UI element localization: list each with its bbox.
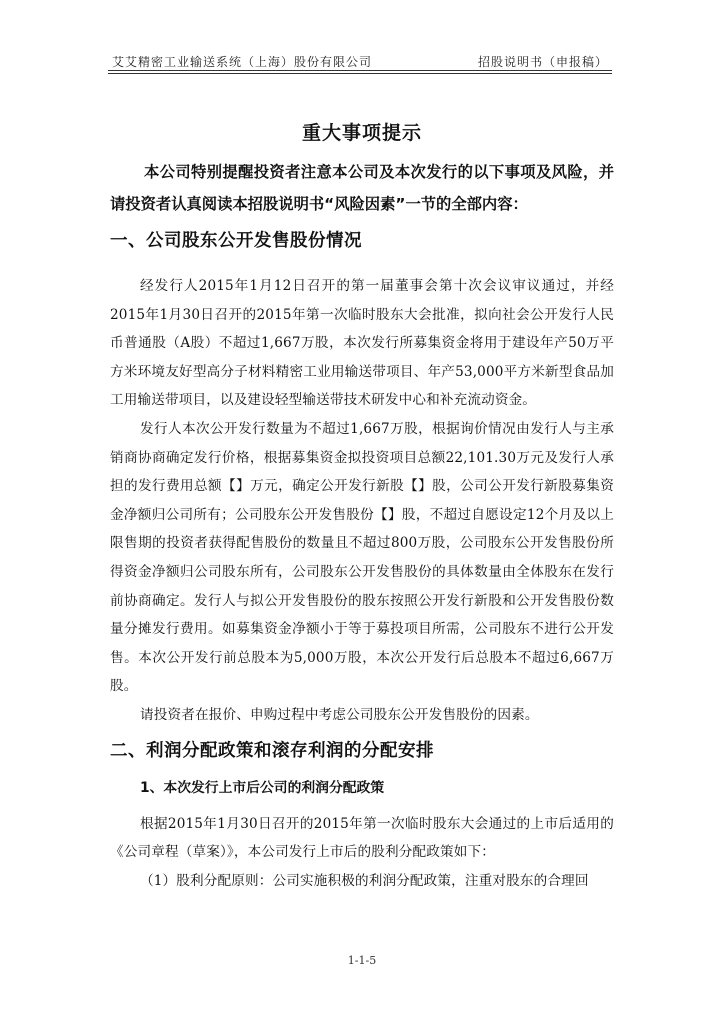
paragraph: 请投资者在报价、申购过程中考虑公司股东公开发售股份的因素。 bbox=[140, 706, 539, 723]
page-header bbox=[108, 50, 612, 70]
paragraph: 根据2015年1月30日召开的2015年第一次临时股东大会通过的上市后适用的《公司章程（草案）》，本公司发行上市后的股利分配政策如下： bbox=[110, 815, 614, 861]
section-heading-profit-distribution: 二、利润分配政策和滚存利润的分配安排 bbox=[110, 740, 434, 761]
header-rule bbox=[108, 70, 612, 71]
header-document-type: 招股说明书（申报稿） bbox=[477, 55, 608, 69]
page-title: 重大事项提示 bbox=[301, 122, 422, 144]
paragraph: 发行人本次公开发行数量为不超过1,667万股，根据询价情况由发行人与主承销商协商确定发行价格，根据募集资金拟投资项目总额22,101.30万元及发行人承担的发行费用总额【】万元，确定公开发行新股【】股，公司公开发行新股募集资金净额归公司所有；公司股东公开发售股份【】股，不超过自愿设定12个月及以上限售期的投资者获得配售股份的数量且不超过800万股，公司股东公开发售股份所得资金净额归公司股东所有，公司股东公开发售股份的具体数量由全体股东在发行前协商确定。发行人与拟公开发售股份的股东按照公开发行新股和公开发售股份数量分摊发行费用。如募集资金净额小于等于募投项目所需，公司股东不进行公开发售。本次公开发行前总股本为5,000万股，本次公开发行后总股本不超过6,667万股。 bbox=[110, 420, 614, 695]
header-rule-thin bbox=[108, 73, 612, 74]
paragraph: （1）股利分配原则：公司实施积极的利润分配政策，注重对股东的合理回 bbox=[140, 872, 589, 889]
header-company-name: 艾艾精密工业输送系统（上海）股份有限公司 bbox=[112, 55, 373, 69]
paragraph: 经发行人2015年1月12日召开的第一届董事会第十次会议审议通过，并经2015年1月30日召开的2015年第一次临时股东大会批准，拟向社会公开发行人民币普通股（A股）不超过1,667万股，本次发行所募集资金将用于建设年产50万平方米环境友好型高分子材料精密工业用输送带项目、年产53,000平方米新型食品加工用输送带项目，以及建设轻型输送带技术研发中心和补充流动资金。 bbox=[110, 278, 614, 409]
section-heading-shareholder-offering: 一、公司股东公开发售股份情况 bbox=[110, 231, 362, 251]
intro-notice: 本公司特别提醒投资者注意本公司及本次发行的以下事项及风险，并请投资者认真阅读本招股说明书“风险因素”一节的全部内容： bbox=[110, 163, 614, 213]
subheading-dividend-policy: 1、本次发行上市后公司的利润分配政策 bbox=[140, 779, 385, 796]
page-number: 1-1-5 bbox=[347, 954, 377, 967]
page-body bbox=[110, 118, 614, 895]
